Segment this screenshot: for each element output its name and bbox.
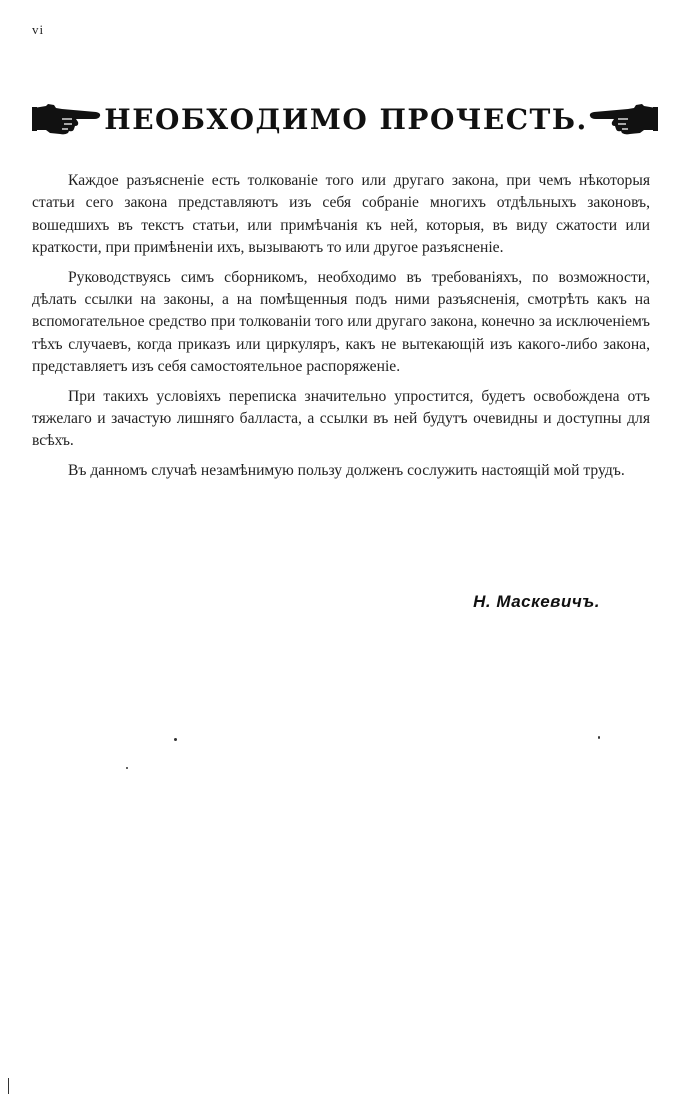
signature: Н. Маскевичъ. (473, 592, 600, 611)
scan-speck (8, 1078, 9, 1094)
paragraph: Каждое разъясненіе есть толкованіе того или другаго закона, при чемъ нѣкоторыя статьи сего закона представляютъ изъ себя собраніе многихъ отдѣльныхъ законовъ, вошедшихъ въ текстъ статьи, или примѣчанія къ ней, которыя, въ виду сжатости или краткости, при примѣненіи ихъ, вызываютъ то или другое разъясненіе. (32, 172, 650, 257)
paragraph: Руководствуясь симъ сборникомъ, необходимо въ требованіяхъ, по возможности, дѣлать ссылки на законы, а на помѣщенныя подъ ними разъясненія, смотрѣть какъ на вспомогательное средство при толкованіи того или другаго закона, конечно за исключеніемъ тѣхъ случаевъ, когда приказъ или циркуляръ, какъ не вытекающій изъ какого-либо закона, представляетъ изъ себя самостоятельное распоряженіе. (32, 268, 650, 376)
scan-speck (126, 767, 128, 769)
pointing-hand-left-icon (588, 100, 658, 136)
pointing-hand-right-icon (32, 100, 102, 136)
page-number: vi (32, 22, 45, 37)
heading-row (30, 98, 660, 142)
scan-speck (598, 736, 600, 739)
paragraph: При такихъ условіяхъ переписка значительно упростится, будетъ освобождена отъ тяжелаго и зачастую лишняго балласта, а ссылки въ ней будутъ очевидны и доступны для всѣхъ. (32, 387, 650, 450)
scan-speck (174, 738, 177, 741)
paragraph: Въ данномъ случаѣ незамѣнимую пользу долженъ сослужить настоящій мой трудъ. (68, 461, 625, 479)
page-heading: НЕОБХОДИМО ПРОЧЕСТЬ. (104, 103, 588, 136)
body-text (32, 170, 650, 489)
